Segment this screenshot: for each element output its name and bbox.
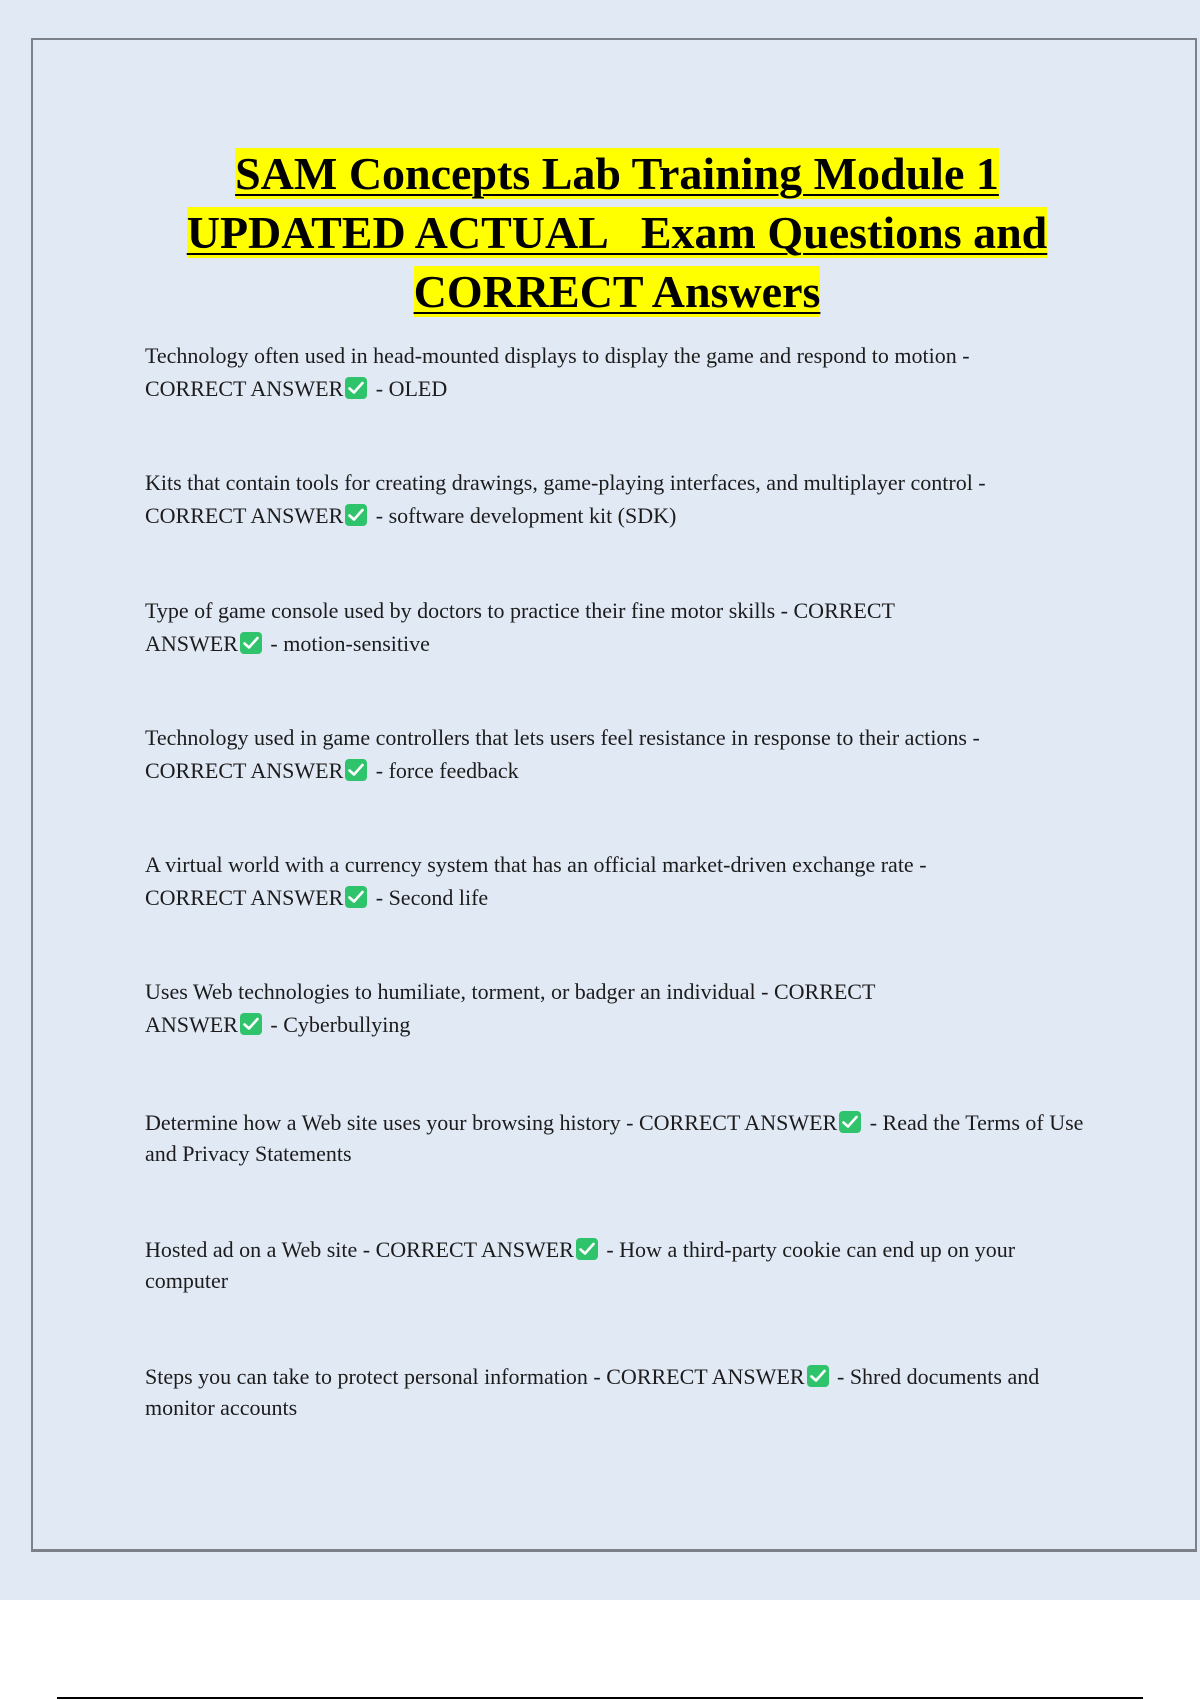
answer-text: - Cyberbullying — [270, 1012, 411, 1037]
title-line-1: SAM Concepts Lab Training Module 1 — [235, 148, 999, 199]
answer-text: - OLED — [375, 376, 448, 401]
answer-text: - motion-sensitive — [270, 631, 430, 656]
question-text: Determine how a Web site uses your browsing history - CORRECT ANSWER — [145, 1110, 838, 1135]
check-mark-icon — [345, 759, 367, 781]
check-mark-icon — [240, 1013, 262, 1035]
answer-text: - Second life — [375, 885, 489, 910]
qa-item-2 — [145, 466, 1095, 532]
answer-text: - How a third-party cookie can end up on your computer — [145, 1237, 1016, 1293]
question-text: Kits that contain tools for creating drawings, game-playing interfaces, and multiplayer control - — [145, 470, 986, 495]
title-line-2: UPDATED ACTUAL Exam Questions and — [186, 207, 1048, 258]
answer-text: - Read the Terms of Use and Privacy Statements — [145, 1110, 1084, 1166]
qa-item-4 — [145, 721, 1095, 787]
qa-item-5 — [145, 848, 1095, 914]
page-bottom-rule — [57, 1697, 1143, 1699]
correct-answer-label: CORRECT ANSWER — [145, 885, 344, 910]
qa-item-3 — [145, 594, 1095, 660]
check-mark-icon — [345, 377, 367, 399]
qa-item-8 — [145, 1234, 1095, 1296]
check-mark-icon — [345, 504, 367, 526]
question-text: Hosted ad on a Web site - CORRECT ANSWER — [145, 1237, 574, 1262]
check-mark-icon — [345, 886, 367, 908]
check-mark-icon — [240, 632, 262, 654]
question-text: Type of game console used by doctors to practice their fine motor skills - CORRECT — [145, 598, 895, 623]
qa-item-1 — [145, 339, 1095, 405]
answer-text: - force feedback — [375, 758, 519, 783]
question-text: Technology used in game controllers that lets users feel resistance in response to their actions - — [145, 725, 980, 750]
question-text: Steps you can take to protect personal information - CORRECT ANSWER — [145, 1364, 805, 1389]
answer-text: - Shred documents and monitor accounts — [145, 1364, 1040, 1420]
check-mark-icon — [576, 1238, 598, 1260]
check-mark-icon — [807, 1365, 829, 1387]
qa-item-7 — [145, 1107, 1095, 1169]
correct-answer-label: CORRECT ANSWER — [145, 503, 344, 528]
qa-item-9 — [145, 1361, 1095, 1423]
check-mark-icon — [839, 1111, 861, 1133]
correct-answer-label: ANSWER — [145, 631, 238, 656]
correct-answer-label: CORRECT ANSWER — [145, 758, 344, 783]
correct-answer-label: CORRECT ANSWER — [145, 376, 344, 401]
answer-text: - software development kit (SDK) — [375, 503, 677, 528]
document-title — [60, 144, 1174, 321]
question-text: Uses Web technologies to humiliate, torment, or badger an individual - CORRECT — [145, 979, 876, 1004]
correct-answer-label: ANSWER — [145, 1012, 238, 1037]
question-text: A virtual world with a currency system that has an official market-driven exchange rate - — [145, 852, 927, 877]
question-text: Technology often used in head-mounted displays to display the game and respond to motion - — [145, 343, 970, 368]
title-line-3: CORRECT Answers — [413, 266, 821, 317]
qa-item-6 — [145, 975, 1095, 1041]
